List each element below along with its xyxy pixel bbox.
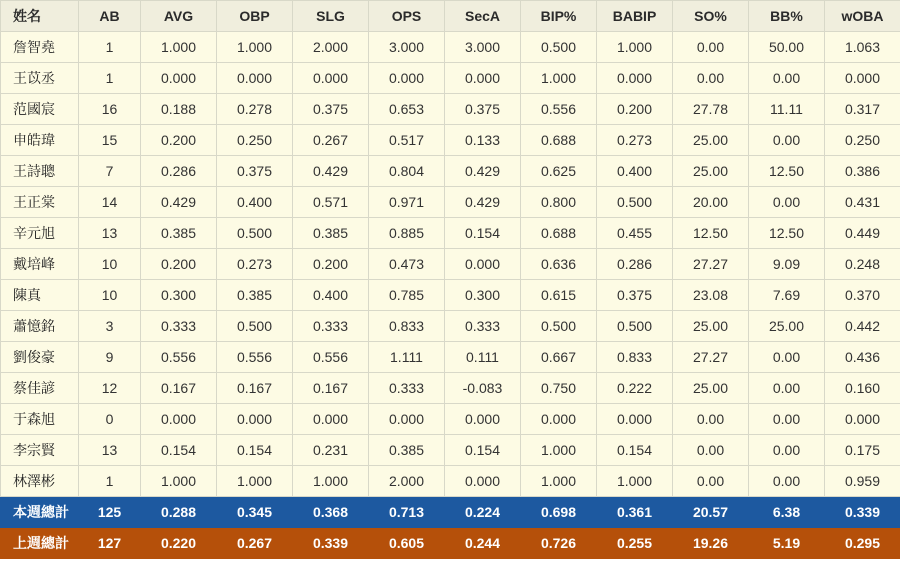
player-name[interactable]: 王詩聰 bbox=[1, 156, 79, 187]
cell-bip-pct: 0.750 bbox=[521, 373, 597, 404]
column-header-ab[interactable]: AB bbox=[79, 1, 141, 32]
column-header-bip-pct[interactable]: BIP% bbox=[521, 1, 597, 32]
player-name[interactable]: 王苡丞 bbox=[1, 63, 79, 94]
cell-avg: 0.000 bbox=[141, 63, 217, 94]
cell-bip-pct: 0.800 bbox=[521, 187, 597, 218]
cell-bip-pct: 0.625 bbox=[521, 156, 597, 187]
cell-obp: 0.400 bbox=[217, 187, 293, 218]
table-row bbox=[1, 342, 900, 373]
cell-woba: 0.431 bbox=[825, 187, 900, 218]
cell-bb-pct: 0.00 bbox=[749, 404, 825, 435]
total-cell-seca: 0.224 bbox=[445, 497, 521, 528]
table-row bbox=[1, 404, 900, 435]
cell-ops: 0.000 bbox=[369, 63, 445, 94]
total-cell-babip: 0.361 bbox=[597, 497, 673, 528]
total-row-last-week bbox=[1, 528, 900, 559]
total-label: 本週總計 bbox=[1, 497, 79, 528]
cell-seca: 0.333 bbox=[445, 311, 521, 342]
cell-bb-pct: 12.50 bbox=[749, 218, 825, 249]
total-cell-ops: 0.713 bbox=[369, 497, 445, 528]
cell-avg: 1.000 bbox=[141, 32, 217, 63]
table-row bbox=[1, 218, 900, 249]
cell-avg: 1.000 bbox=[141, 466, 217, 497]
player-name[interactable]: 蔡佳諺 bbox=[1, 373, 79, 404]
cell-bip-pct: 0.688 bbox=[521, 125, 597, 156]
cell-ab: 14 bbox=[79, 187, 141, 218]
cell-ops: 0.885 bbox=[369, 218, 445, 249]
table-body bbox=[1, 32, 900, 559]
cell-slg: 2.000 bbox=[293, 32, 369, 63]
column-header-obp[interactable]: OBP bbox=[217, 1, 293, 32]
cell-woba: 0.436 bbox=[825, 342, 900, 373]
cell-bb-pct: 0.00 bbox=[749, 63, 825, 94]
total-cell-babip: 0.255 bbox=[597, 528, 673, 559]
total-cell-so-pct: 20.57 bbox=[673, 497, 749, 528]
cell-seca: 0.133 bbox=[445, 125, 521, 156]
cell-slg: 0.000 bbox=[293, 63, 369, 94]
cell-avg: 0.188 bbox=[141, 94, 217, 125]
cell-so-pct: 27.27 bbox=[673, 249, 749, 280]
total-cell-seca: 0.244 bbox=[445, 528, 521, 559]
cell-obp: 1.000 bbox=[217, 466, 293, 497]
cell-avg: 0.286 bbox=[141, 156, 217, 187]
table-row bbox=[1, 63, 900, 94]
cell-seca: 0.154 bbox=[445, 435, 521, 466]
cell-bip-pct: 0.500 bbox=[521, 311, 597, 342]
cell-bip-pct: 0.000 bbox=[521, 404, 597, 435]
cell-ab: 0 bbox=[79, 404, 141, 435]
cell-ab: 15 bbox=[79, 125, 141, 156]
cell-babip: 0.500 bbox=[597, 187, 673, 218]
cell-slg: 0.231 bbox=[293, 435, 369, 466]
player-name[interactable]: 劉俊豪 bbox=[1, 342, 79, 373]
cell-bip-pct: 1.000 bbox=[521, 435, 597, 466]
total-cell-obp: 0.267 bbox=[217, 528, 293, 559]
cell-babip: 0.375 bbox=[597, 280, 673, 311]
player-name[interactable]: 詹智堯 bbox=[1, 32, 79, 63]
cell-bb-pct: 9.09 bbox=[749, 249, 825, 280]
cell-slg: 0.167 bbox=[293, 373, 369, 404]
cell-slg: 0.385 bbox=[293, 218, 369, 249]
cell-ab: 7 bbox=[79, 156, 141, 187]
cell-woba: 0.248 bbox=[825, 249, 900, 280]
cell-ops: 0.971 bbox=[369, 187, 445, 218]
table-header bbox=[1, 1, 900, 32]
table-row bbox=[1, 187, 900, 218]
header-row bbox=[1, 1, 900, 32]
total-cell-slg: 0.368 bbox=[293, 497, 369, 528]
cell-slg: 0.556 bbox=[293, 342, 369, 373]
cell-ab: 3 bbox=[79, 311, 141, 342]
cell-bip-pct: 0.688 bbox=[521, 218, 597, 249]
cell-woba: 0.442 bbox=[825, 311, 900, 342]
cell-ab: 10 bbox=[79, 280, 141, 311]
total-cell-avg: 0.220 bbox=[141, 528, 217, 559]
total-cell-obp: 0.345 bbox=[217, 497, 293, 528]
cell-bb-pct: 11.11 bbox=[749, 94, 825, 125]
cell-so-pct: 25.00 bbox=[673, 373, 749, 404]
cell-obp: 0.167 bbox=[217, 373, 293, 404]
cell-bb-pct: 0.00 bbox=[749, 125, 825, 156]
cell-slg: 0.571 bbox=[293, 187, 369, 218]
cell-avg: 0.200 bbox=[141, 249, 217, 280]
cell-babip: 0.286 bbox=[597, 249, 673, 280]
cell-so-pct: 25.00 bbox=[673, 311, 749, 342]
cell-babip: 0.000 bbox=[597, 404, 673, 435]
cell-babip: 1.000 bbox=[597, 32, 673, 63]
cell-avg: 0.200 bbox=[141, 125, 217, 156]
cell-ops: 0.833 bbox=[369, 311, 445, 342]
total-row-this-week bbox=[1, 497, 900, 528]
cell-ops: 1.111 bbox=[369, 342, 445, 373]
cell-obp: 0.250 bbox=[217, 125, 293, 156]
cell-avg: 0.556 bbox=[141, 342, 217, 373]
cell-babip: 0.154 bbox=[597, 435, 673, 466]
cell-bip-pct: 0.667 bbox=[521, 342, 597, 373]
cell-slg: 0.429 bbox=[293, 156, 369, 187]
table-row bbox=[1, 373, 900, 404]
player-name[interactable]: 于森旭 bbox=[1, 404, 79, 435]
cell-ops: 0.804 bbox=[369, 156, 445, 187]
cell-so-pct: 25.00 bbox=[673, 156, 749, 187]
table-row bbox=[1, 311, 900, 342]
table-row bbox=[1, 94, 900, 125]
total-cell-woba: 0.295 bbox=[825, 528, 900, 559]
total-cell-bb-pct: 5.19 bbox=[749, 528, 825, 559]
cell-woba: 0.160 bbox=[825, 373, 900, 404]
cell-obp: 0.385 bbox=[217, 280, 293, 311]
total-cell-bip-pct: 0.698 bbox=[521, 497, 597, 528]
column-header-woba[interactable]: wOBA bbox=[825, 1, 900, 32]
cell-ops: 0.000 bbox=[369, 404, 445, 435]
column-header-slg[interactable]: SLG bbox=[293, 1, 369, 32]
player-name[interactable]: 陳真 bbox=[1, 280, 79, 311]
table-row bbox=[1, 466, 900, 497]
cell-ops: 0.473 bbox=[369, 249, 445, 280]
cell-bb-pct: 50.00 bbox=[749, 32, 825, 63]
player-name[interactable]: 范國宸 bbox=[1, 94, 79, 125]
cell-obp: 0.278 bbox=[217, 94, 293, 125]
cell-bb-pct: 0.00 bbox=[749, 342, 825, 373]
cell-ab: 16 bbox=[79, 94, 141, 125]
cell-slg: 0.375 bbox=[293, 94, 369, 125]
cell-seca: 3.000 bbox=[445, 32, 521, 63]
cell-babip: 0.833 bbox=[597, 342, 673, 373]
table-row bbox=[1, 280, 900, 311]
cell-slg: 0.333 bbox=[293, 311, 369, 342]
column-header-ops[interactable]: OPS bbox=[369, 1, 445, 32]
cell-woba: 0.959 bbox=[825, 466, 900, 497]
cell-so-pct: 12.50 bbox=[673, 218, 749, 249]
cell-bip-pct: 0.615 bbox=[521, 280, 597, 311]
cell-so-pct: 27.27 bbox=[673, 342, 749, 373]
cell-ab: 1 bbox=[79, 32, 141, 63]
player-name[interactable]: 申皓瑋 bbox=[1, 125, 79, 156]
cell-ab: 1 bbox=[79, 63, 141, 94]
cell-obp: 0.000 bbox=[217, 404, 293, 435]
cell-ab: 13 bbox=[79, 435, 141, 466]
cell-so-pct: 23.08 bbox=[673, 280, 749, 311]
cell-so-pct: 20.00 bbox=[673, 187, 749, 218]
cell-avg: 0.167 bbox=[141, 373, 217, 404]
cell-avg: 0.154 bbox=[141, 435, 217, 466]
footer-spacer bbox=[0, 559, 900, 571]
player-name[interactable]: 王正棠 bbox=[1, 187, 79, 218]
cell-woba: 0.175 bbox=[825, 435, 900, 466]
cell-woba: 0.449 bbox=[825, 218, 900, 249]
player-name[interactable]: 戴培峰 bbox=[1, 249, 79, 280]
table-row bbox=[1, 125, 900, 156]
cell-bb-pct: 7.69 bbox=[749, 280, 825, 311]
cell-avg: 0.000 bbox=[141, 404, 217, 435]
cell-seca: 0.000 bbox=[445, 249, 521, 280]
player-name[interactable]: 林澤彬 bbox=[1, 466, 79, 497]
cell-obp: 0.375 bbox=[217, 156, 293, 187]
cell-babip: 0.455 bbox=[597, 218, 673, 249]
cell-ops: 0.653 bbox=[369, 94, 445, 125]
cell-slg: 0.267 bbox=[293, 125, 369, 156]
total-cell-slg: 0.339 bbox=[293, 528, 369, 559]
column-header-name[interactable]: 姓名 bbox=[1, 1, 79, 32]
total-cell-ab: 127 bbox=[79, 528, 141, 559]
cell-seca: 0.000 bbox=[445, 466, 521, 497]
total-cell-bip-pct: 0.726 bbox=[521, 528, 597, 559]
cell-slg: 0.400 bbox=[293, 280, 369, 311]
table-row bbox=[1, 435, 900, 466]
cell-obp: 0.154 bbox=[217, 435, 293, 466]
cell-seca: 0.000 bbox=[445, 404, 521, 435]
cell-ab: 9 bbox=[79, 342, 141, 373]
cell-ops: 3.000 bbox=[369, 32, 445, 63]
cell-babip: 0.222 bbox=[597, 373, 673, 404]
cell-babip: 0.000 bbox=[597, 63, 673, 94]
cell-bip-pct: 1.000 bbox=[521, 63, 597, 94]
cell-bb-pct: 0.00 bbox=[749, 187, 825, 218]
cell-so-pct: 0.00 bbox=[673, 404, 749, 435]
column-header-babip[interactable]: BABIP bbox=[597, 1, 673, 32]
cell-babip: 0.500 bbox=[597, 311, 673, 342]
cell-slg: 1.000 bbox=[293, 466, 369, 497]
cell-ab: 10 bbox=[79, 249, 141, 280]
cell-woba: 0.317 bbox=[825, 94, 900, 125]
total-cell-ops: 0.605 bbox=[369, 528, 445, 559]
cell-woba: 0.386 bbox=[825, 156, 900, 187]
cell-avg: 0.429 bbox=[141, 187, 217, 218]
cell-bip-pct: 1.000 bbox=[521, 466, 597, 497]
cell-woba: 0.000 bbox=[825, 63, 900, 94]
cell-slg: 0.200 bbox=[293, 249, 369, 280]
cell-ops: 0.333 bbox=[369, 373, 445, 404]
cell-bb-pct: 12.50 bbox=[749, 156, 825, 187]
cell-woba: 0.370 bbox=[825, 280, 900, 311]
cell-bb-pct: 0.00 bbox=[749, 466, 825, 497]
cell-seca: 0.429 bbox=[445, 187, 521, 218]
cell-ab: 13 bbox=[79, 218, 141, 249]
cell-woba: 1.063 bbox=[825, 32, 900, 63]
cell-obp: 0.273 bbox=[217, 249, 293, 280]
player-name[interactable]: 蕭憶銘 bbox=[1, 311, 79, 342]
cell-ops: 2.000 bbox=[369, 466, 445, 497]
table-row bbox=[1, 249, 900, 280]
cell-so-pct: 0.00 bbox=[673, 63, 749, 94]
cell-obp: 0.500 bbox=[217, 218, 293, 249]
column-header-so-pct[interactable]: SO% bbox=[673, 1, 749, 32]
player-name[interactable]: 辛元旭 bbox=[1, 218, 79, 249]
cell-babip: 0.200 bbox=[597, 94, 673, 125]
cell-seca: 0.154 bbox=[445, 218, 521, 249]
cell-ab: 12 bbox=[79, 373, 141, 404]
cell-obp: 0.556 bbox=[217, 342, 293, 373]
cell-obp: 0.000 bbox=[217, 63, 293, 94]
cell-seca: 0.111 bbox=[445, 342, 521, 373]
cell-babip: 0.273 bbox=[597, 125, 673, 156]
total-label: 上週總計 bbox=[1, 528, 79, 559]
cell-bb-pct: 0.00 bbox=[749, 435, 825, 466]
total-cell-so-pct: 19.26 bbox=[673, 528, 749, 559]
cell-so-pct: 25.00 bbox=[673, 125, 749, 156]
cell-so-pct: 27.78 bbox=[673, 94, 749, 125]
total-cell-woba: 0.339 bbox=[825, 497, 900, 528]
cell-ops: 0.785 bbox=[369, 280, 445, 311]
column-header-seca[interactable]: SecA bbox=[445, 1, 521, 32]
cell-seca: 0.375 bbox=[445, 94, 521, 125]
column-header-bb-pct[interactable]: BB% bbox=[749, 1, 825, 32]
cell-bip-pct: 0.500 bbox=[521, 32, 597, 63]
cell-babip: 0.400 bbox=[597, 156, 673, 187]
cell-seca: 0.000 bbox=[445, 63, 521, 94]
player-name[interactable]: 李宗賢 bbox=[1, 435, 79, 466]
cell-seca: -0.083 bbox=[445, 373, 521, 404]
cell-babip: 1.000 bbox=[597, 466, 673, 497]
cell-bip-pct: 0.636 bbox=[521, 249, 597, 280]
cell-ab: 1 bbox=[79, 466, 141, 497]
total-cell-bb-pct: 6.38 bbox=[749, 497, 825, 528]
cell-woba: 0.250 bbox=[825, 125, 900, 156]
cell-seca: 0.300 bbox=[445, 280, 521, 311]
cell-avg: 0.333 bbox=[141, 311, 217, 342]
cell-bb-pct: 0.00 bbox=[749, 373, 825, 404]
cell-obp: 0.500 bbox=[217, 311, 293, 342]
cell-bb-pct: 25.00 bbox=[749, 311, 825, 342]
cell-bip-pct: 0.556 bbox=[521, 94, 597, 125]
total-cell-avg: 0.288 bbox=[141, 497, 217, 528]
cell-so-pct: 0.00 bbox=[673, 435, 749, 466]
cell-ops: 0.517 bbox=[369, 125, 445, 156]
cell-slg: 0.000 bbox=[293, 404, 369, 435]
total-cell-ab: 125 bbox=[79, 497, 141, 528]
cell-avg: 0.300 bbox=[141, 280, 217, 311]
table-row bbox=[1, 32, 900, 63]
cell-obp: 1.000 bbox=[217, 32, 293, 63]
cell-avg: 0.385 bbox=[141, 218, 217, 249]
table-row bbox=[1, 156, 900, 187]
cell-so-pct: 0.00 bbox=[673, 466, 749, 497]
cell-woba: 0.000 bbox=[825, 404, 900, 435]
cell-seca: 0.429 bbox=[445, 156, 521, 187]
column-header-avg[interactable]: AVG bbox=[141, 1, 217, 32]
cell-so-pct: 0.00 bbox=[673, 32, 749, 63]
cell-ops: 0.385 bbox=[369, 435, 445, 466]
